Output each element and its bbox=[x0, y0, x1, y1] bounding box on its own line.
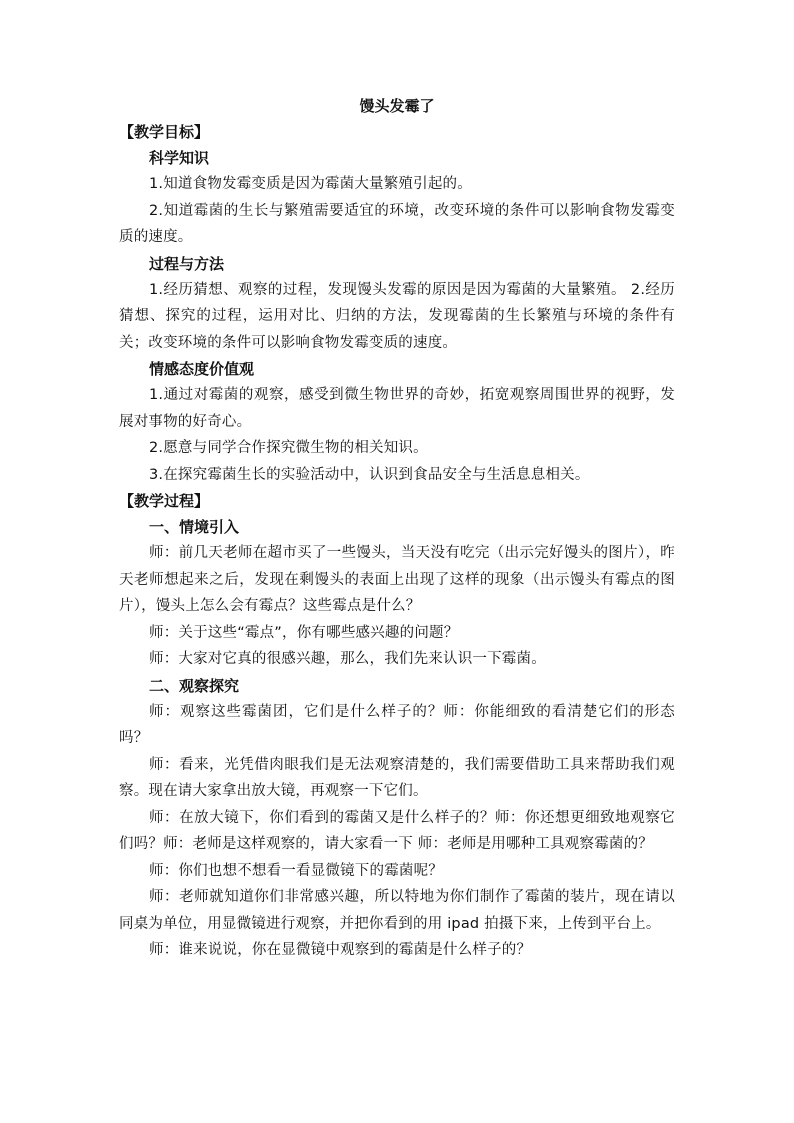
explore-paragraph: 师：看来，光凭借肉眼我们是无法观察清楚的，我们需要借助工具来帮助我们观察。现在请大家拿出放大镜，再观察一下它们。 bbox=[119, 756, 675, 799]
objectives-heading: 【教学目标】 bbox=[119, 123, 210, 141]
explore-paragraph: 师：谁来说说，你在显微镜中观察到的霉菌是什么样子的？ bbox=[149, 942, 532, 958]
explore-heading: 二、观察探究 bbox=[149, 676, 240, 695]
attitude-heading: 情感态度价值观 bbox=[149, 360, 255, 378]
process-method-item: 1.经历猜想、观察的过程，发现馒头发霉的原因是因为霉菌的大量繁殖。 2.经历猜想、探究的过程，运用对比、归纳的方法，发现霉菌的生长繁殖与环境的条件有关；改变环境的条件可以影响食物发霉变质的速度。 bbox=[119, 281, 675, 351]
knowledge-heading: 科学知识 bbox=[149, 149, 210, 167]
intro-paragraph: 师：前几天老师在超市买了一些馒头，当天没有吃完（出示完好馒头的图片），昨天老师想起来之后，发现在剩馒头的表面上出现了这样的现象（出示馒头有霉点的图片），馒头上怎么会有霉点？这些霉点是什么？ bbox=[119, 545, 675, 614]
document-body bbox=[119, 93, 675, 964]
process-method-heading: 过程与方法 bbox=[149, 254, 225, 273]
knowledge-item: 1.知道食物发霉变质是因为霉菌大量繁殖引起的。 bbox=[149, 176, 472, 192]
knowledge-item: 2.知道霉菌的生长与繁殖需要适宜的环境，改变环境的条件可以影响食物发霉变质的速度。 bbox=[119, 202, 675, 245]
explore-paragraph: 师：观察这些霉菌团，它们是什么样子的？师：你能细致的看清楚它们的形态吗？ bbox=[119, 703, 675, 746]
explore-paragraph: 师：在放大镜下，你们看到的霉菌又是什么样子的？师：你还想更细致地观察它们吗？师：老师是这样观察的，请大家看一下 师：老师是用哪种工具观察霉菌的？ bbox=[119, 809, 675, 852]
intro-heading: 一、情境引入 bbox=[149, 518, 240, 536]
explore-paragraph: 师：老师就知道你们非常感兴趣，所以特地为你们制作了霉菌的装片，现在请以同桌为单位，用显微镜进行观察，并把你看到的用 ipad 拍摄下来，上传到平台上。 bbox=[119, 889, 675, 932]
intro-paragraph: 师：大家对它真的很感兴趣，那么，我们先来认识一下霉菌。 bbox=[149, 651, 546, 667]
document-title: 馒头发霉了 bbox=[359, 97, 435, 115]
intro-paragraph: 师：关于这些“霉点”，你有哪些感兴趣的问题？ bbox=[149, 624, 459, 641]
attitude-item: 3.在探究霉菌生长的实验活动中，认识到食品安全与生活息息相关。 bbox=[149, 466, 590, 483]
attitude-item: 1.通过对霉菌的观察，感受到微生物世界的奇妙，拓宽观察周围世界的视野，发展对事物的好奇心。 bbox=[119, 387, 675, 430]
attitude-item: 2.愿意与同学合作探究微生物的相关知识。 bbox=[149, 440, 428, 456]
explore-paragraph: 师：你们也想不想看一看显微镜下的霉菌呢？ bbox=[149, 862, 443, 879]
teaching-process-heading: 【教学过程】 bbox=[119, 492, 210, 510]
